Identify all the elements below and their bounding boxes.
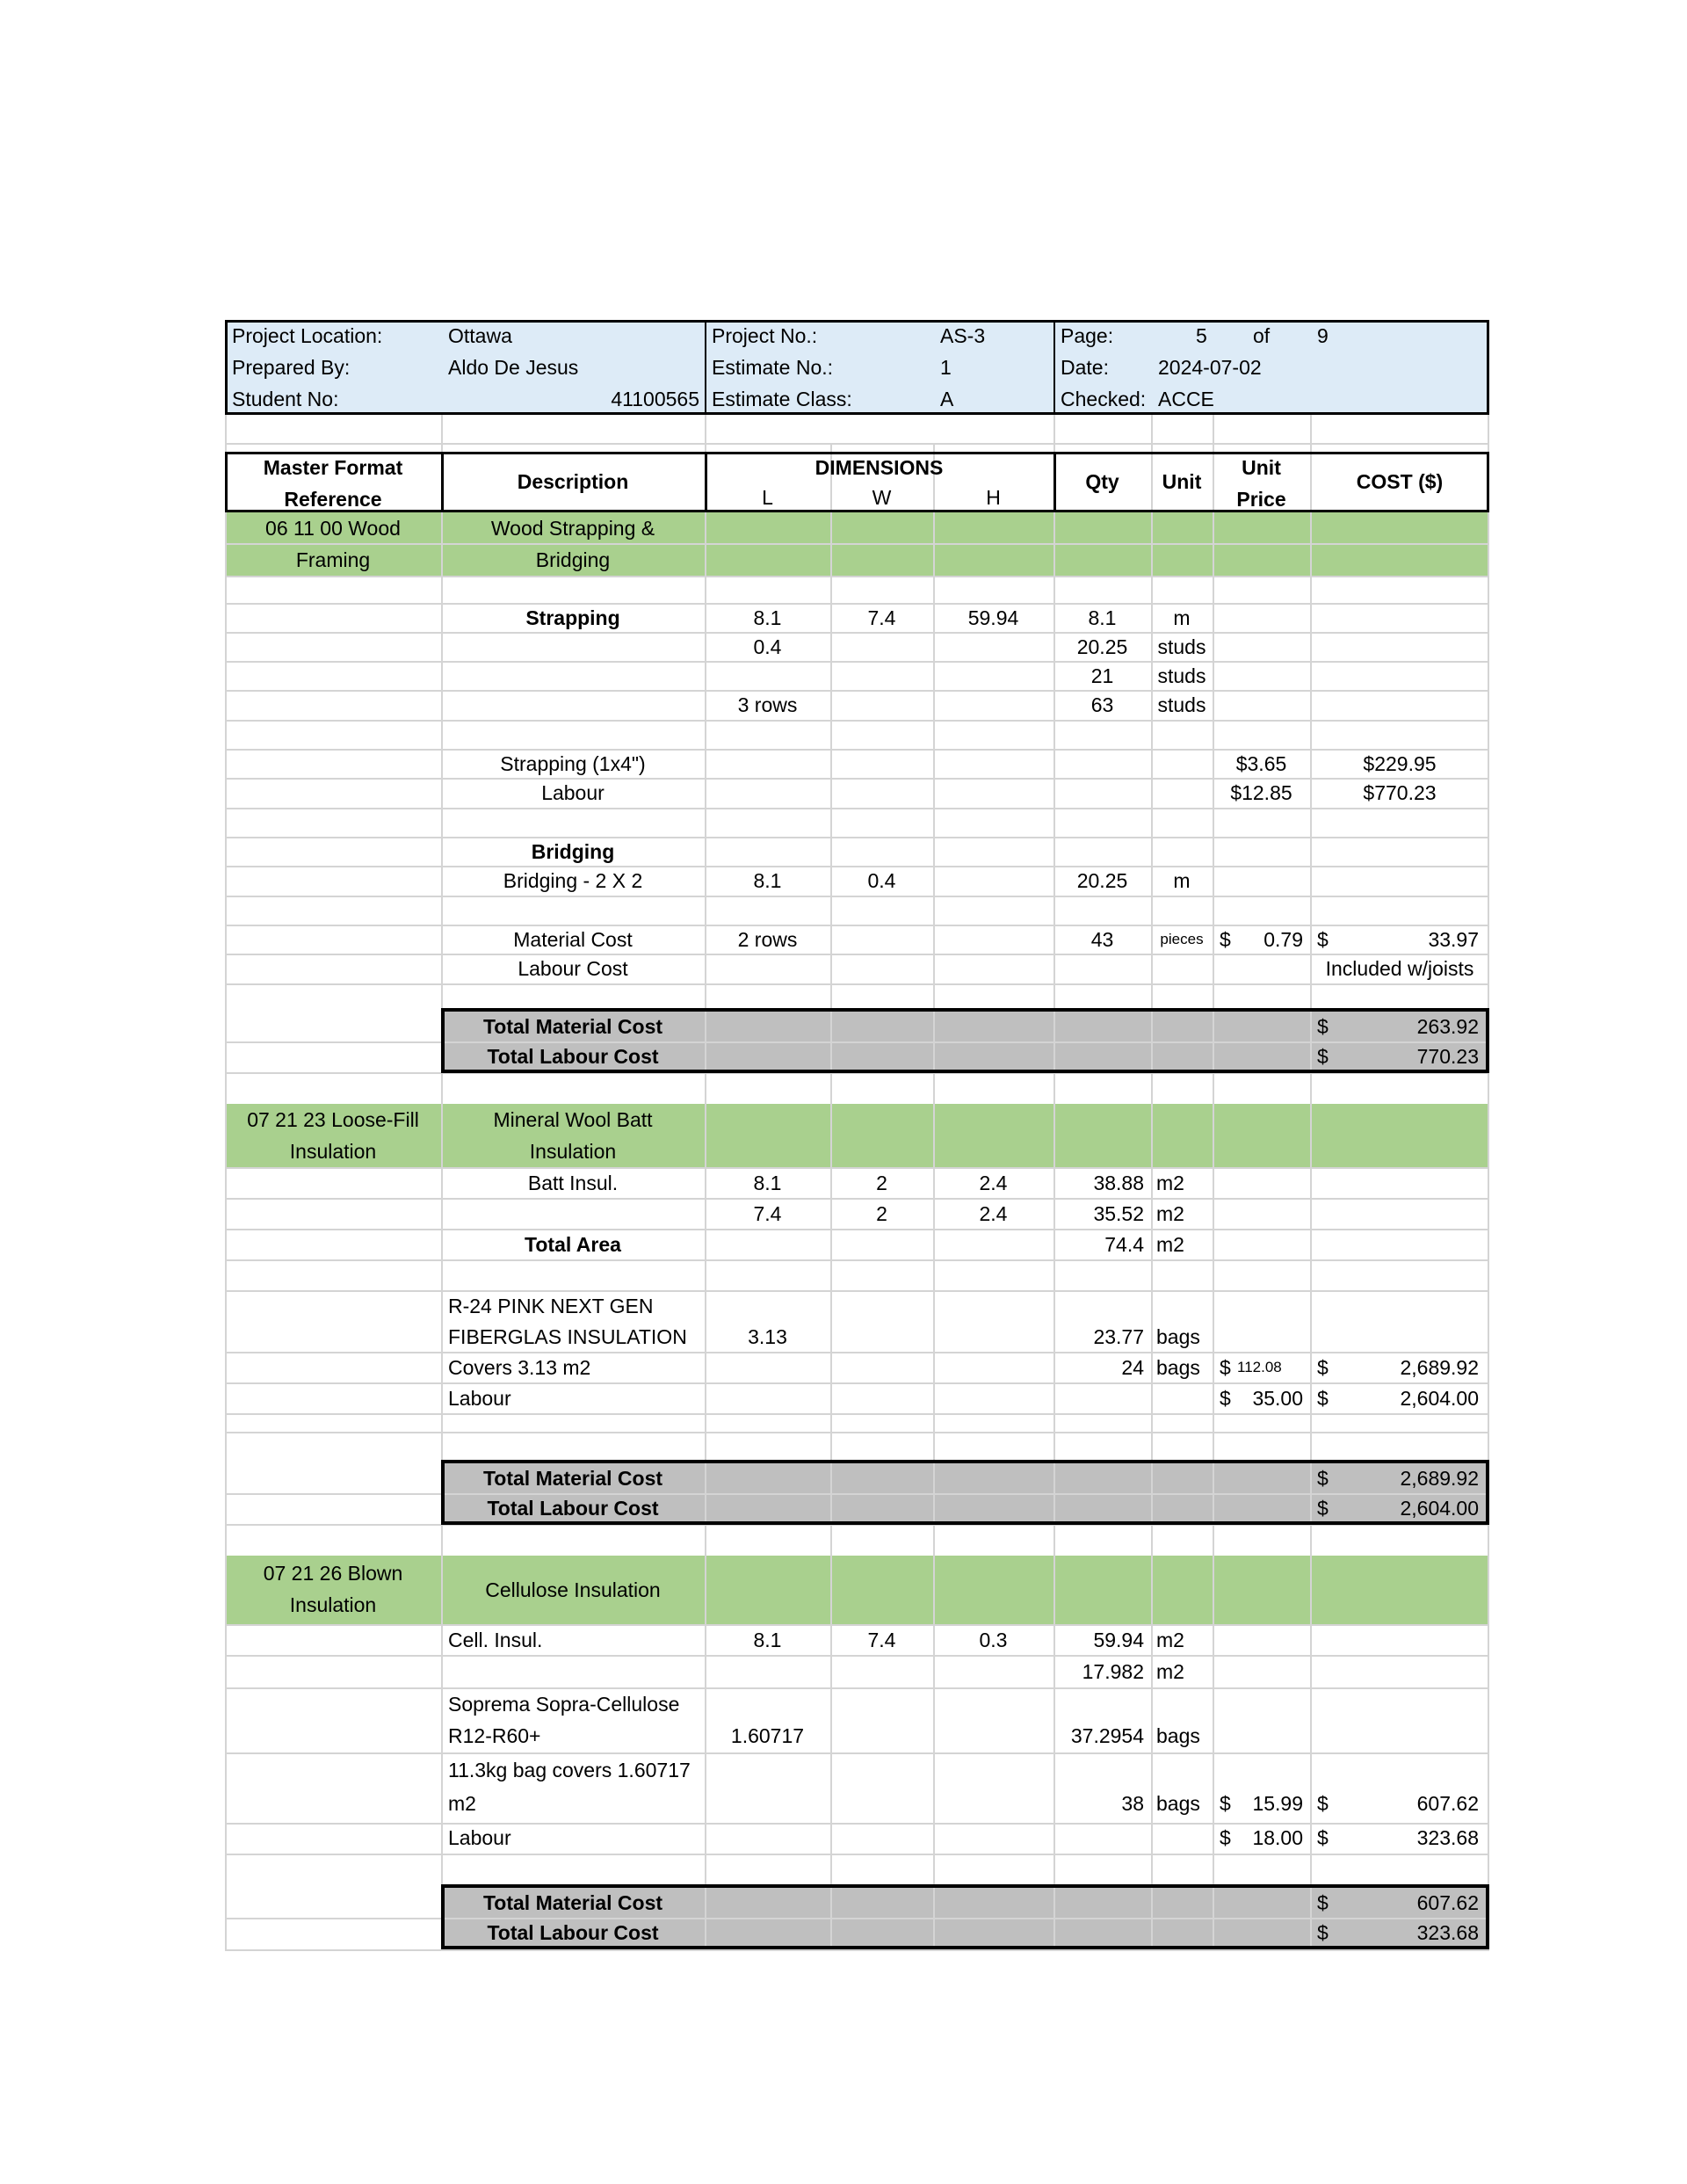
header-fill (225, 320, 1489, 415)
s1-strap-item: Strapping (1x4") (500, 752, 646, 775)
s2-total-material-sym: $ (1317, 1467, 1329, 1490)
s3-r1-unit: m2 (1156, 1629, 1184, 1651)
s3-labour-cost-sym: $ (1317, 1826, 1329, 1849)
s1-material-price: 0.79 (1263, 928, 1303, 951)
s2-r2-unit: m2 (1156, 1202, 1184, 1225)
s3-bag-price-sym: $ (1220, 1792, 1231, 1815)
s2-total-area-unit: m2 (1156, 1233, 1184, 1256)
s3-labour-price: 18.00 (1252, 1826, 1303, 1849)
estimate-no-label: Estimate No.: (712, 356, 834, 379)
s2-labour-price-sym: $ (1220, 1387, 1231, 1410)
s2-ref-line2: Insulation (289, 1140, 377, 1163)
s3-r1-qty: 59.94 (1093, 1629, 1144, 1651)
col-h: H (986, 486, 1001, 509)
s1-total-labour-val: 770.23 (1416, 1045, 1479, 1068)
s1-strap-cost: $229.95 (1363, 752, 1437, 775)
s3-labour-label: Labour (448, 1826, 511, 1849)
s1-total-labour-sym: $ (1317, 1045, 1329, 1068)
s3-cell-label: Cell. Insul. (448, 1629, 543, 1651)
s3-title: Cellulose Insulation (485, 1578, 661, 1601)
date-value: 2024-07-02 (1158, 356, 1262, 379)
s2-covers-label: Covers 3.13 m2 (448, 1356, 591, 1379)
s3-bag-line1: 11.3kg bag covers 1.60717 (448, 1759, 691, 1781)
s3-total-material-val: 607.62 (1416, 1891, 1479, 1914)
s3-ref-line1: 07 21 26 Blown (263, 1562, 403, 1585)
s2-total-area-qty: 74.4 (1104, 1233, 1144, 1256)
s1-r2-qty: 20.25 (1076, 635, 1128, 658)
s1-material-cost-val: 33.97 (1428, 928, 1479, 951)
page-number: 5 (1196, 324, 1207, 347)
s3-ref-line2: Insulation (289, 1593, 377, 1616)
s3-r2-qty: 17.982 (1082, 1660, 1144, 1683)
s1-labour-cost-label: Labour Cost (518, 957, 628, 980)
estimate-class-value: A (940, 388, 954, 410)
page-total: 9 (1317, 324, 1329, 347)
s1-r2-unit: studs (1157, 635, 1206, 658)
s1-r4-unit: studs (1157, 693, 1206, 716)
project-no-value: AS-3 (940, 324, 986, 347)
col-dimensions: DIMENSIONS (815, 456, 944, 479)
s1-r1-w: 7.4 (867, 606, 896, 629)
s2-covers-unit: bags (1156, 1356, 1200, 1379)
s3-product-line1: Soprema Sopra-Cellulose (448, 1693, 680, 1716)
s3-bag-cost-sym: $ (1317, 1792, 1329, 1815)
s2-covers-cost: 2,689.92 (1400, 1356, 1479, 1379)
s1-br-unit: m (1173, 869, 1191, 892)
s1-r3-unit: studs (1157, 664, 1206, 687)
s1-labour-cost: $770.23 (1363, 781, 1437, 804)
s2-r2-w: 2 (876, 1202, 887, 1225)
s2-product-unit: bags (1156, 1325, 1200, 1348)
col-unit-price-2: Price (1236, 488, 1286, 511)
s1-material-qty: 43 (1090, 928, 1114, 951)
s1-r2-l: 0.4 (753, 635, 782, 658)
col-w: W (872, 486, 892, 509)
col-unit: Unit (1162, 470, 1202, 493)
s2-total-labour-val: 2,604.00 (1400, 1497, 1479, 1520)
student-no-label: Student No: (232, 388, 339, 410)
s3-bag-qty: 38 (1121, 1792, 1144, 1815)
s1-labour: Labour (541, 781, 605, 804)
s1-title-line1: Wood Strapping & (490, 517, 655, 540)
s1-ref-line2: Framing (295, 548, 371, 571)
s2-r2-l: 7.4 (753, 1202, 782, 1225)
s2-title-line1: Mineral Wool Batt (493, 1108, 653, 1131)
estimate-class-label: Estimate Class: (712, 388, 852, 410)
checked-label: Checked: (1061, 388, 1147, 410)
s1-strapping-label: Strapping (525, 606, 620, 629)
col-unit-price-1: Unit (1242, 456, 1281, 479)
s3-total-labour-sym: $ (1317, 1921, 1329, 1944)
s1-total-material-sym: $ (1317, 1015, 1329, 1038)
col-description: Description (517, 470, 629, 493)
s1-material-l: 2 rows (737, 928, 798, 951)
s1-r1-l: 8.1 (753, 606, 782, 629)
s2-ref-line1: 07 21 23 Loose-Fill (247, 1108, 419, 1131)
s3-r1-h: 0.3 (979, 1629, 1008, 1651)
s1-total-material-val: 263.92 (1416, 1015, 1479, 1038)
s1-material-cost-sym: $ (1317, 928, 1329, 951)
s2-labour-cost: 2,604.00 (1400, 1387, 1479, 1410)
s1-strap-price: $3.65 (1235, 752, 1287, 775)
s3-r1-l: 8.1 (753, 1629, 782, 1651)
s2-product-line1: R-24 PINK NEXT GEN (448, 1295, 654, 1317)
s1-material-cost-label: Material Cost (513, 928, 633, 951)
s1-r1-h: 59.94 (967, 606, 1019, 629)
s2-covers-price: 112.08 (1237, 1359, 1282, 1375)
s1-ref-line1: 06 11 00 Wood (265, 517, 401, 540)
col-cost: COST ($) (1356, 470, 1444, 493)
estimate-no-value: 1 (940, 356, 952, 379)
s1-r1-qty: 8.1 (1088, 606, 1117, 629)
s3-total-labour-label: Total Labour Cost (487, 1921, 659, 1944)
s1-r1-unit: m (1173, 606, 1191, 629)
col-master-format: Master Format (263, 456, 403, 479)
page-of: of (1253, 324, 1271, 347)
s2-total-material-val: 2,689.92 (1400, 1467, 1479, 1490)
s2-covers-cost-sym: $ (1317, 1356, 1329, 1379)
project-location-label: Project Location: (232, 324, 383, 347)
s3-total-labour-val: 323.68 (1416, 1921, 1479, 1944)
s2-total-labour-sym: $ (1317, 1497, 1329, 1520)
s2-total-material-label: Total Material Cost (482, 1467, 663, 1490)
page-label: Page: (1061, 324, 1114, 347)
s1-br-w: 0.4 (867, 869, 896, 892)
s1-material-unit: pieces (1160, 931, 1204, 947)
s1-material-price-sym: $ (1220, 928, 1231, 951)
s1-labour-cost-val: Included w/joists (1325, 957, 1474, 980)
s2-total-labour-label: Total Labour Cost (487, 1497, 659, 1520)
estimate-sheet (225, 320, 1489, 1951)
s1-title-line2: Bridging (535, 548, 611, 571)
s1-r4-l: 3 rows (737, 693, 798, 716)
s1-r4-qty: 63 (1090, 693, 1114, 716)
col-qty: Qty (1085, 470, 1119, 493)
s1-total-material-label: Total Material Cost (482, 1015, 663, 1038)
s3-bag-unit: bags (1156, 1792, 1200, 1815)
project-no-label: Project No.: (712, 324, 818, 347)
s2-labour-cost-sym: $ (1317, 1387, 1329, 1410)
s3-bag-line2: m2 (448, 1792, 476, 1815)
s1-r3-qty: 21 (1090, 664, 1114, 687)
s2-labour-price: 35.00 (1252, 1387, 1303, 1410)
s2-product-qty: 23.77 (1093, 1325, 1144, 1348)
s1-labour-price: $12.85 (1230, 781, 1292, 804)
s2-covers-qty: 24 (1121, 1356, 1144, 1379)
date-label: Date: (1061, 356, 1109, 379)
student-no-value: 41100565 (611, 388, 699, 410)
s2-r1-w: 2 (876, 1172, 887, 1194)
s2-r1-h: 2.4 (979, 1172, 1008, 1194)
s1-br-qty: 20.25 (1076, 869, 1128, 892)
checked-value: ACCE (1158, 388, 1214, 410)
s3-product-qty: 37.2954 (1070, 1724, 1144, 1747)
s2-title-line2: Insulation (529, 1140, 617, 1163)
col-reference: Reference (284, 488, 382, 511)
s2-r1-unit: m2 (1156, 1172, 1184, 1194)
s2-batt-label: Batt Insul. (527, 1172, 619, 1194)
s3-r1-w: 7.4 (867, 1629, 896, 1651)
s3-product-line2: R12-R60+ (448, 1724, 541, 1747)
s2-total-area-label: Total Area (525, 1233, 621, 1256)
s2-product-l: 3.13 (748, 1325, 787, 1348)
s3-product-unit: bags (1156, 1724, 1200, 1747)
project-location-value: Ottawa (448, 324, 512, 347)
s2-covers-price-sym: $ (1220, 1356, 1231, 1379)
col-l: L (762, 486, 773, 509)
s2-product-line2: FIBERGLAS INSULATION (448, 1325, 687, 1348)
s3-bag-cost: 607.62 (1416, 1792, 1479, 1815)
s3-r2-unit: m2 (1156, 1660, 1184, 1683)
s2-r2-h: 2.4 (979, 1202, 1008, 1225)
prepared-by-value: Aldo De Jesus (448, 356, 579, 379)
s3-labour-price-sym: $ (1220, 1826, 1231, 1849)
s1-bridging-label: Bridging (531, 840, 615, 863)
s2-labour-label: Labour (448, 1387, 511, 1410)
s3-product-l: 1.60717 (730, 1724, 805, 1747)
s2-r1-qty: 38.88 (1093, 1172, 1144, 1194)
s1-total-labour-label: Total Labour Cost (487, 1045, 659, 1068)
s2-r1-l: 8.1 (753, 1172, 782, 1194)
s1-bridging-item: Bridging - 2 X 2 (503, 869, 643, 892)
s3-bag-price: 15.99 (1252, 1792, 1303, 1815)
s3-total-material-sym: $ (1317, 1891, 1329, 1914)
s3-total-material-label: Total Material Cost (482, 1891, 663, 1914)
s3-labour-cost: 323.68 (1416, 1826, 1479, 1849)
prepared-by-label: Prepared By: (232, 356, 351, 379)
s2-r2-qty: 35.52 (1093, 1202, 1144, 1225)
s1-br-l: 8.1 (753, 869, 782, 892)
